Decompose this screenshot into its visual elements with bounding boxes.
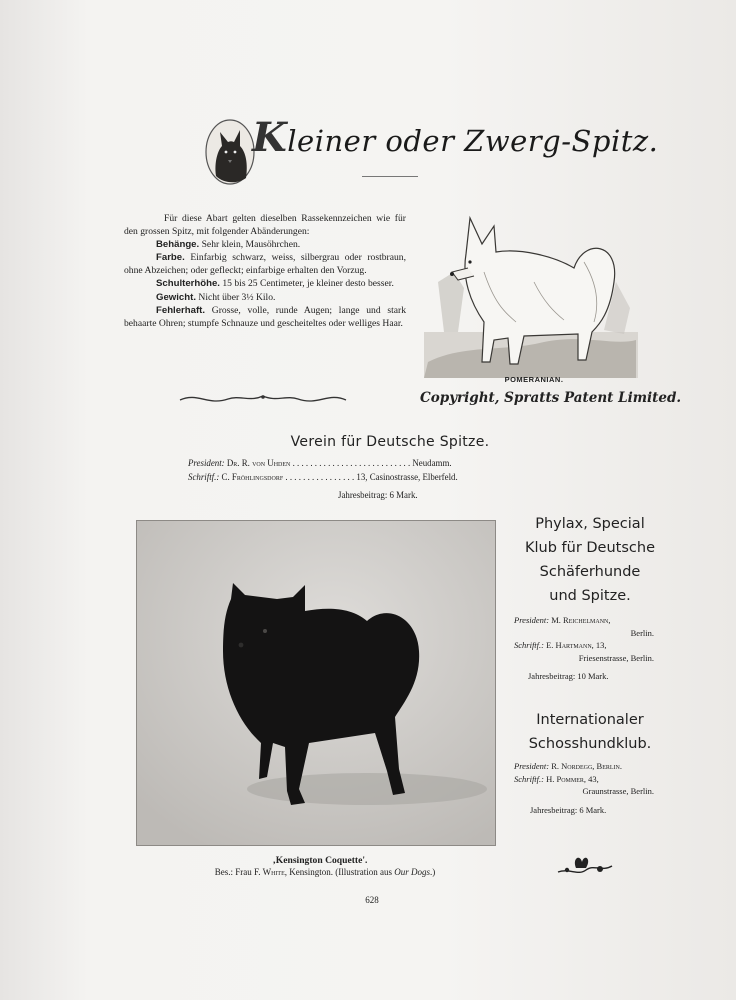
trait-farbe: Farbe. Einfarbig schwarz, weiss, silbergrau oder rostbraun, ohne Abzeichen; oder gefleckt; einfarbige erhalten den Vorzug.: [124, 252, 406, 277]
pomeranian-label: POMERANIAN.: [504, 375, 564, 384]
trait-fehlerhaft: Fehlerhaft. Grosse, volle, runde Augen; lange und stark behaarte Ohren; stumpfe Schnauze und gescheiteltes oder welliges Haar.: [124, 304, 407, 329]
flourish-divider-icon: [178, 390, 348, 408]
phylax-club-title: Phylax, Special Klub für Deutsche Schäferhunde und Spitze.: [524, 516, 655, 604]
trait-gewicht: Gewicht. Nicht über 3½ Kilo.: [156, 291, 276, 303]
spitz-medallion-icon: [204, 114, 258, 188]
chapter-title: [200, 108, 659, 192]
pomeranian-engraving-icon: [424, 212, 638, 378]
international-fee: Jahresbeitrag: 6 Mark.: [530, 804, 607, 815]
intro-paragraph: Für diese Abart gelten dieselben Rassekennzeichen wie für den grossen Spitz, mit folgender Abänderungen:: [124, 213, 406, 238]
page-number: 628: [365, 895, 379, 905]
international-officers: President: R. Nordegg, Berlin. Schriftf.: H. Pommer, 43, Graunstrasse, Berlin. Jahresbeitrag: 6 Mark.: [514, 761, 654, 815]
copyright-notice: Copyright, Spratts Patent Limited.: [420, 390, 682, 406]
verein-secretary-row: Schriftf.: C. Fröhlingsdorf . . . . . . . . . . . . . . . . 13, Casinostrasse, Elberfeld.: [188, 472, 458, 482]
phylax-fee: Jahresbeitrag: 10 Mark.: [528, 671, 609, 681]
phylax-officers: President: M. Reichelmann, Berlin. Schriftf.: E. Hartmann, 13, Friesenstrasse, Berlin. Jahresbeitrag: 10 Mark.: [514, 615, 654, 681]
photo-caption-owner: Bes.: Frau F. White, Kensington. (Illustration aus Our Dogs.): [214, 867, 436, 877]
kensington-coquette-photo: [136, 520, 496, 846]
verein-title: Verein für Deutsche Spitze.: [290, 434, 490, 450]
floral-ornament-icon: [556, 850, 614, 880]
verein-president-row: President: Dr. R. von Uhden . . . . . . . . . . . . . . . . . . . . . . . . . . . Neudamm.: [188, 458, 452, 468]
verein-fee: Jahresbeitrag: 6 Mark.: [338, 490, 418, 500]
photo-caption-name: ‚Kensington Coquette'.: [272, 855, 368, 866]
title-initial: K: [252, 114, 288, 161]
black-spitz-photo-icon: [137, 521, 495, 845]
title-rest: leiner oder Zwerg-Spitz.: [287, 124, 659, 158]
international-club-title: Internationaler Schosshundklub.: [528, 712, 652, 752]
breed-standard-text: [124, 212, 406, 330]
trait-behaenge: Behänge. Sehr klein, Mausöhrchen.: [156, 239, 301, 251]
title-divider: [362, 176, 418, 177]
trait-schulterhoehe: Schulterhöhe. 15 bis 25 Centimeter, je kleiner desto besser.: [156, 278, 394, 290]
